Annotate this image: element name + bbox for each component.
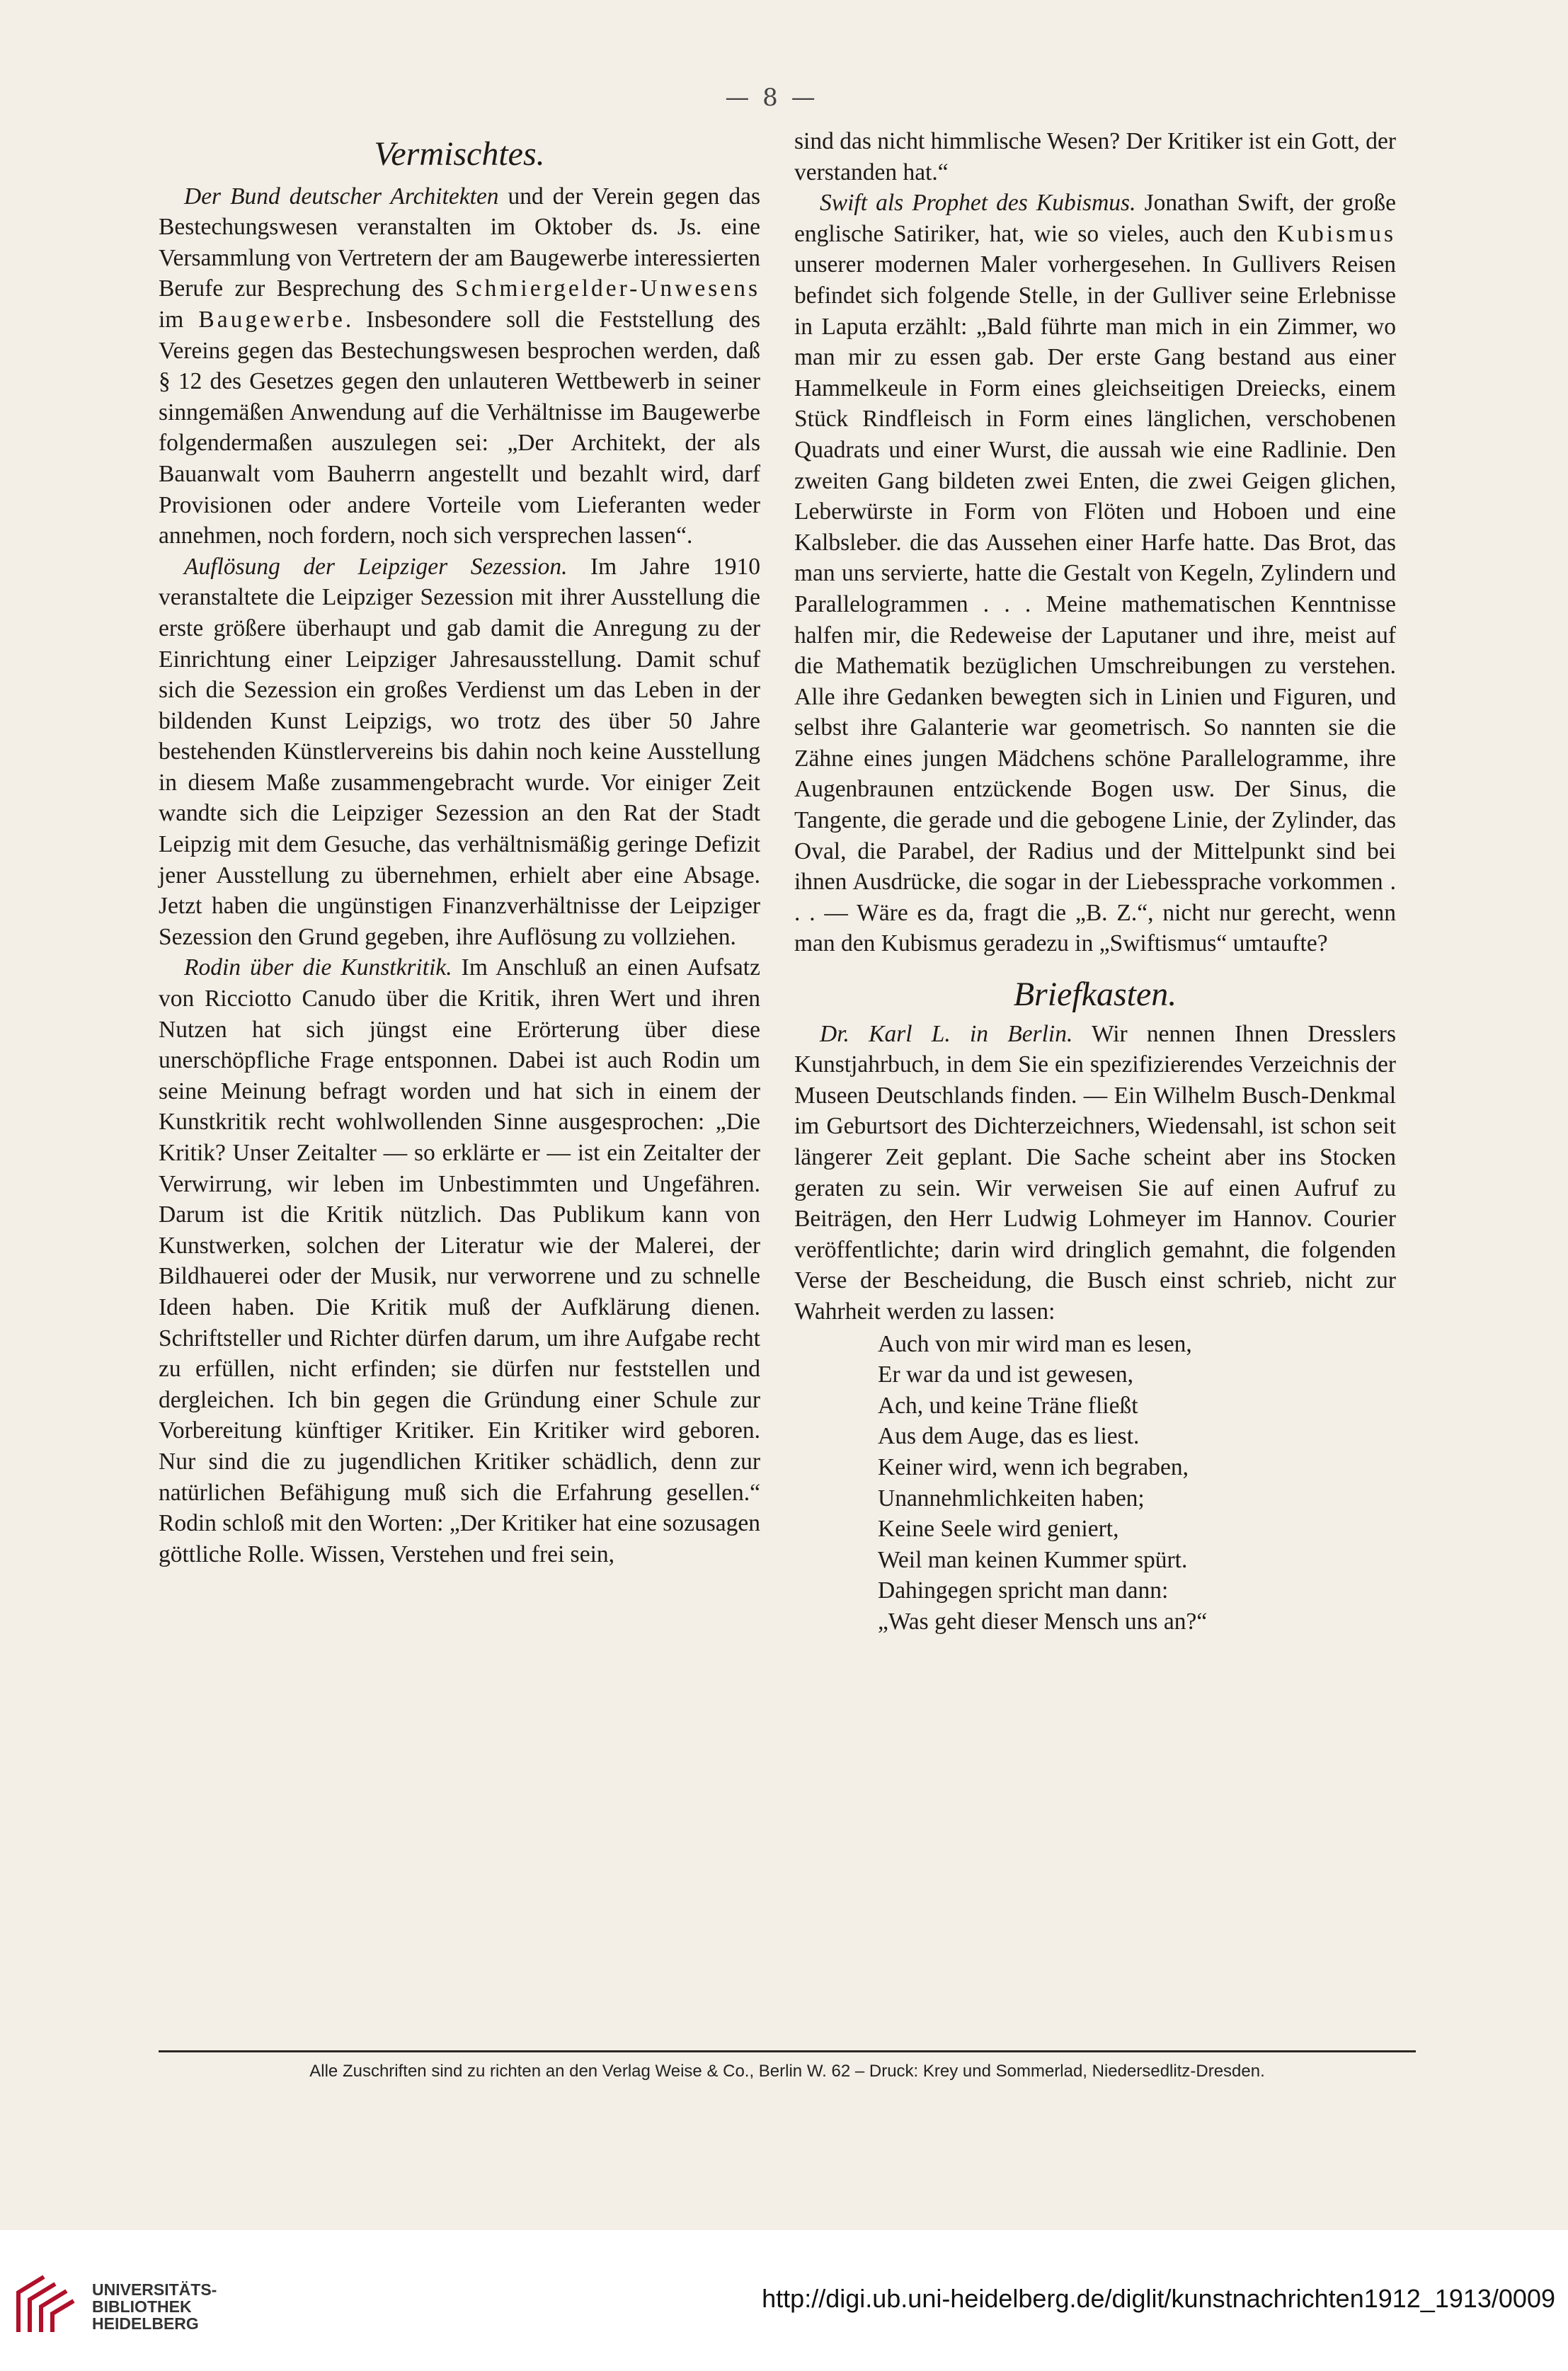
- poem-line: Er war da und ist gewesen,: [878, 1361, 1133, 1388]
- poem-line: „Was geht dieser Mensch uns an?“: [878, 1608, 1208, 1635]
- article-text: Im Anschluß an einen Aufsatz von Ricciotto Canudo über die Kritik, ihren Wert und ihren Nutzen hat sich jüngst eine Erörterung über diese unerschöpfliche Frage entsponnen. Dabei ist auch Rodin um seine Meinung befragt worden und hat sich in einem der Kunstkritik recht wohlwollenden Sinne ausgesprochen: „Die Kritik? Unser Zeitalter — so erklärte er — ist ein Zeitalter der Verwirrung, wir leben im Unbestimmten und Ungefähren. Darum ist die Kritik nützlich. Das Publikum kann von Kunstwerken, solchen der Literatur wie der Malerei, der Bildhauerei oder der Musik, nur verworrene und zu schnelle Ideen haben. Die Kritik muß der Aufklärung dienen. Schriftsteller und Richter dürfen darum, um ihre Aufgabe recht zu erfüllen, nicht erfinden; sie dürfen nur feststellen und dergleichen. Ich bin gegen die Gründung einer Schule zur Vorbereitung künftiger Kritiker. Ein Kritiker wird geboren. Nur sind die zu jugendlichen Kritiker schädlich, denn zur natürlichen Befähigung muß sich die Erfahrung gesellen.“ Rodin schloß mit den Worten: „Der Kritiker hat eine sozusagen göttliche Rolle. Wissen, Verstehen und frei sein,: [159, 954, 760, 1567]
- library-name-line: UNIVERSITÄTS-: [92, 2280, 217, 2299]
- library-name-line: HEIDELBERG: [92, 2314, 199, 2333]
- article-text: Jonathan Swift, der große englische Satiriker, hat, wie so vieles, auch den: [794, 190, 1396, 247]
- poem-line: Auch von mir wird man es lesen,: [878, 1330, 1192, 1357]
- poem-line: Aus dem Auge, das es liest.: [878, 1423, 1140, 1450]
- poem-line: Keine Seele wird geniert,: [878, 1516, 1119, 1543]
- source-url-link[interactable]: http://digi.ub.uni-heidelberg.de/diglit/kunstnachrichten1912_1913/0009: [762, 2284, 1555, 2313]
- spaced-term: Schmiergelder-Unwesens: [455, 275, 760, 302]
- right-column: [794, 126, 1396, 1638]
- article-text: . Insbesondere soll die Feststellung des Vereins gegen das Bestechungswesen besprochen werden, daß § 12 des Gesetzes gegen den unlauteren Wettbewerb in seiner sinngemäßen Anwendung auf die Verhältnisse im Baugewerbe folgendermaßen auszulegen sei: „Der Architekt, der als Bauanwalt vom Bauherrn angestellt und bezahlt wird, darf Provisionen oder andere Vorteile vom Lieferanten weder annehmen, noch fordern, noch sich versprechen lassen“.: [159, 306, 760, 549]
- article-lead: Rodin über die Kunstkritik.: [184, 954, 452, 981]
- footer-rule: [159, 2050, 1416, 2052]
- article-text: Im Jahre 1910 veranstaltete die Leipziger Sezession mit ihrer Ausstellung die erste größere überhaupt und gab damit die Anregung zu der Einrichtung einer Leipziger Jahresausstellung. Damit schuf sich die Sezession ein großes Verdienst um das Leben in der bildenden Kunst Leipzigs, wo trotz des über 50 Jahre bestehenden Künstlervereins bis dahin noch keine Ausstellung in diesem Maße zusammengebracht wurde. Vor einiger Zeit wandte sich die Leipziger Sezession an den Rat der Stadt Leipzig mit dem Gesuche, das verhältnismäßig geringe Defizit jener Ausstellung zu übernehmen, erhielt aber eine Absage. Jetzt haben die ungünstigen Finanzverhältnisse der Leipziger Sezession den Grund gegeben, ihre Auflösung zu vollziehen.: [159, 553, 760, 950]
- imprint-footer: Alle Zuschriften sind zu richten an den Verlag Weise & Co., Berlin W. 62 – Druck: Krey und Sommerlad, Niedersedlitz-Dresden.: [309, 2062, 1265, 2081]
- article-text: Wir nennen Ihnen Dresslers Kunstjahrbuch, in dem Sie ein spezifizierendes Verzeichnis der Museen Deutschlands finden. — Ein Wilhelm Busch-Denkmal im Geburtsort des Dichterzeichners, Wiedensahl, ist schon seit längerer Zeit geplant. Die Sache scheint aber ins Stocken geraten zu sein. Wir verweisen Sie auf einen Aufruf zu Beiträgen, den Herr Ludwig Lohmeyer im Hannov. Courier veröffentlichte; darin wird dringlich gemahnt, die folgenden Verse der Bescheidung, die Busch einst schrieb, nicht zur Wahrheit werden zu lassen:: [794, 1020, 1396, 1325]
- spaced-term: Kubismus: [1277, 220, 1396, 247]
- poem-line: Unannehmlichkeiten haben;: [878, 1485, 1145, 1512]
- library-name: [92, 2281, 217, 2332]
- article-rodin: [159, 952, 760, 1570]
- article-swift: [794, 188, 1396, 959]
- article-text: im: [159, 306, 199, 333]
- spaced-term: Baugewerbe: [198, 306, 345, 333]
- article-sezession: [159, 552, 760, 953]
- letter-reply: [794, 1019, 1396, 1327]
- article-text: unserer modernen Maler vorhergesehen. In Gullivers Reisen befindet sich folgende Stelle, in der Gulliver seine Erlebnisse in Laputa erzählt: „Bald führte man mich in ein Zimmer, wo man mir zu essen gab. Der erste Gang bestand aus einer Hammelkeule in Form eines gleichseitigen Dreiecks, einem Stück Rindfleisch in Form eines länglichen, verschobenen Quadrats und einer Wurst, die aussah wie eine Radlinie. Den zweiten Gang bildeten zwei Enten, die zwei Geigen glichen, Leberwürste in Form von Flöten und Hoboen und eine Kalbsleber. die das Aussehen einer Harfe hatte. Das Brot, das man uns servierte, hatte die Gestalt von Kegeln, Zylindern und Parallelogrammen . . . Meine mathematischen Kenntnisse halfen mir, die Redeweise der Laputaner und ihre, meist auf die Mathematik bezüglichen Umschreibungen zu verstehen. Alle ihre Gedanken bewegten sich in Linien und Figuren, und selbst ihre Galanterie war geometrisch. So nannten sie die Zähne eines jungen Mädchens schöne Parallelogramme, ihre Augenbraunen entzückende Bogen usw. Der Sinus, die Tangente, die gerade und die gebogene Linie, der Zylinder, das Oval, die Parabel, der Radius und der Mittelpunkt sind bei ihnen Ausdrücke, die sogar in der Liebessprache vorkommen . . . — Wäre es da, fragt die „B. Z.“, nicht nur gerecht, wenn man den Kubismus geradezu in „Swiftismus“ umtaufte?: [794, 251, 1396, 957]
- left-column: [159, 135, 760, 1570]
- section-heading-vermischtes: Vermischtes.: [374, 135, 545, 173]
- article-architekten: [159, 181, 760, 552]
- poem-line: Weil man keinen Kummer spürt.: [878, 1546, 1188, 1573]
- library-logo-icon: [11, 2271, 79, 2339]
- article-lead: Der Bund deutscher Architekten: [184, 183, 499, 210]
- poem-line: Keiner wird, wenn ich begraben,: [878, 1453, 1189, 1480]
- article-lead: Swift als Prophet des Kubismus.: [820, 190, 1136, 217]
- library-name-line: BIBLIOTHEK: [92, 2297, 192, 2316]
- article-lead: Auflösung der Leipziger Sezession.: [184, 553, 568, 580]
- article-rodin-continuation: sind das nicht himmlische Wesen? Der Kritiker ist ein Gott, der verstanden hat.“: [794, 128, 1396, 185]
- page-number: — 8 —: [725, 84, 818, 112]
- section-heading-briefkasten: Briefkasten.: [1013, 976, 1177, 1014]
- poem-line: Ach, und keine Träne fließt: [878, 1392, 1138, 1419]
- article-lead: Dr. Karl L. in Berlin.: [820, 1020, 1073, 1047]
- article-text: und der Verein gegen das Bestechungswesen veranstalten im Oktober ds. Js. eine Versammlung von Vertretern der am Baugewerbe interessierten Berufe zur Besprechung des: [159, 183, 760, 302]
- poem-line: Dahingegen spricht man dann:: [878, 1577, 1169, 1604]
- poem: [878, 1329, 1396, 1638]
